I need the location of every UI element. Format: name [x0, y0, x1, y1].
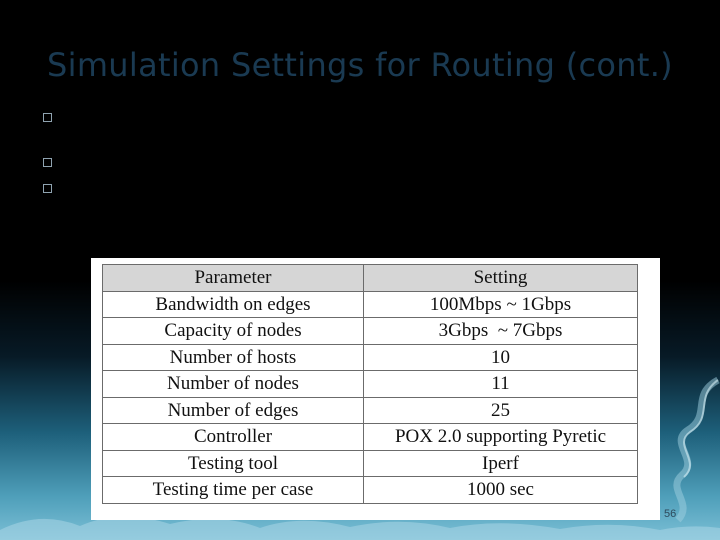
- parameter-cell: Controller: [103, 424, 364, 451]
- parameter-cell: Testing time per case: [103, 477, 364, 504]
- parameter-cell: Testing tool: [103, 450, 364, 477]
- table-row: [103, 424, 638, 451]
- setting-cell: 100Mbps ~ 1Gbps: [364, 291, 638, 318]
- table-row: [103, 397, 638, 424]
- page-number: 56: [664, 508, 677, 520]
- parameter-cell: Number of nodes: [103, 371, 364, 398]
- slide-title: Simulation Settings for Routing (cont.): [47, 46, 673, 84]
- setting-cell: POX 2.0 supporting Pyretic: [364, 424, 638, 451]
- parameter-cell: Number of edges: [103, 397, 364, 424]
- table-row: [103, 318, 638, 345]
- table-row: [103, 371, 638, 398]
- table-header-row: [103, 265, 638, 292]
- bullet-marker: [43, 113, 52, 122]
- parameter-cell: Number of hosts: [103, 344, 364, 371]
- parameter-cell: Capacity of nodes: [103, 318, 364, 345]
- setting-cell: 11: [364, 371, 638, 398]
- settings-table-image: [91, 258, 660, 520]
- column-header-parameter: Parameter: [103, 265, 364, 292]
- table-row: [103, 344, 638, 371]
- settings-table: [102, 264, 638, 504]
- dragon-decoration-icon: [660, 375, 720, 525]
- table-row: [103, 291, 638, 318]
- column-header-setting: Setting: [364, 265, 638, 292]
- bullet-marker: [43, 158, 52, 167]
- bullet-marker: [43, 184, 52, 193]
- setting-cell: 3Gbps ~ 7Gbps: [364, 318, 638, 345]
- setting-cell: 10: [364, 344, 638, 371]
- setting-cell: 25: [364, 397, 638, 424]
- table-row: [103, 450, 638, 477]
- setting-cell: Iperf: [364, 450, 638, 477]
- table-row: [103, 477, 638, 504]
- setting-cell: 1000 sec: [364, 477, 638, 504]
- parameter-cell: Bandwidth on edges: [103, 291, 364, 318]
